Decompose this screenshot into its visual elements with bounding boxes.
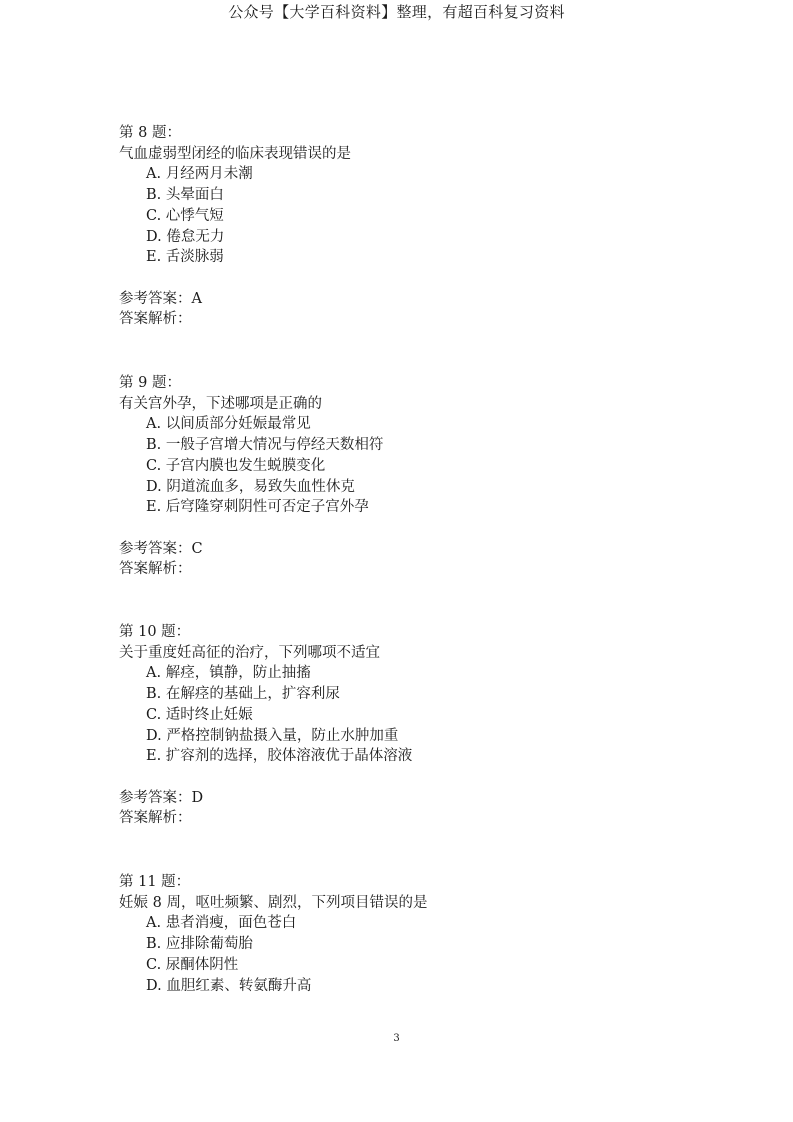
- reference-answer: 参考答案：D: [119, 789, 204, 806]
- option-e: E. 舌淡脉弱: [146, 249, 224, 266]
- question-number: 第 9 题：: [119, 375, 181, 391]
- option-d: D. 倦怠无力: [146, 228, 225, 245]
- option-d: D. 阴道流血多，易致失血性休克: [146, 478, 355, 495]
- option-e: E. 扩容剂的选择，胶体溶液优于晶体溶液: [146, 748, 413, 765]
- question-stem: 有关宫外孕，下述哪项是正确的: [119, 395, 322, 412]
- question-11: [119, 872, 739, 996]
- option-a: A. 解痉，镇静，防止抽搐: [146, 665, 311, 682]
- option-d: D. 严格控制钠盐摄入量，防止水肿加重: [146, 727, 399, 744]
- option-c: C. 心悸气短: [146, 207, 224, 224]
- answer-analysis: 答案解析：: [119, 311, 192, 328]
- answer-analysis: 答案解析：: [119, 561, 192, 578]
- question-stem: 关于重度妊高征的治疗，下列哪项不适宜: [119, 644, 380, 661]
- reference-answer: 参考答案：C: [119, 540, 203, 557]
- option-b: B. 应排除葡萄胎: [146, 936, 253, 953]
- question-9: [119, 373, 739, 580]
- option-d: D. 血胆红素、转氨酶升高: [146, 977, 312, 994]
- question-number: 第 8 题：: [119, 125, 181, 141]
- option-e: E. 后穹隆穿刺阴性可否定子宫外孕: [146, 499, 369, 516]
- reference-answer: 参考答案：A: [119, 290, 202, 307]
- question-number: 第 10 题：: [119, 624, 191, 640]
- question-10: [119, 622, 739, 829]
- option-b: B. 头晕面白: [146, 187, 224, 204]
- option-a: A. 患者消瘦，面色苍白: [146, 915, 297, 932]
- option-a: A. 月经两月未潮: [146, 166, 253, 183]
- page-header: 公众号【大学百科资料】整理，有超百科复习资料: [228, 3, 565, 21]
- option-b: B. 一般子宫增大情况与停经天数相符: [146, 437, 384, 454]
- option-c: C. 尿酮体阴性: [146, 956, 239, 973]
- question-stem: 气血虚弱型闭经的临床表现错误的是: [119, 145, 351, 162]
- option-b: B. 在解痉的基础上，扩容利尿: [146, 686, 340, 703]
- option-c: C. 适时终止妊娠: [146, 706, 253, 723]
- question-number: 第 11 题：: [119, 874, 191, 890]
- answer-analysis: 答案解析：: [119, 810, 192, 827]
- page-number: 3: [393, 1033, 400, 1044]
- question-stem: 妊娠 8 周，呕吐频繁、剧烈，下列项目错误的是: [119, 894, 428, 911]
- option-a: A. 以间质部分妊娠最常见: [146, 416, 311, 433]
- option-c: C. 子宫内膜也发生蜕膜变化: [146, 457, 326, 474]
- question-8: [119, 123, 739, 330]
